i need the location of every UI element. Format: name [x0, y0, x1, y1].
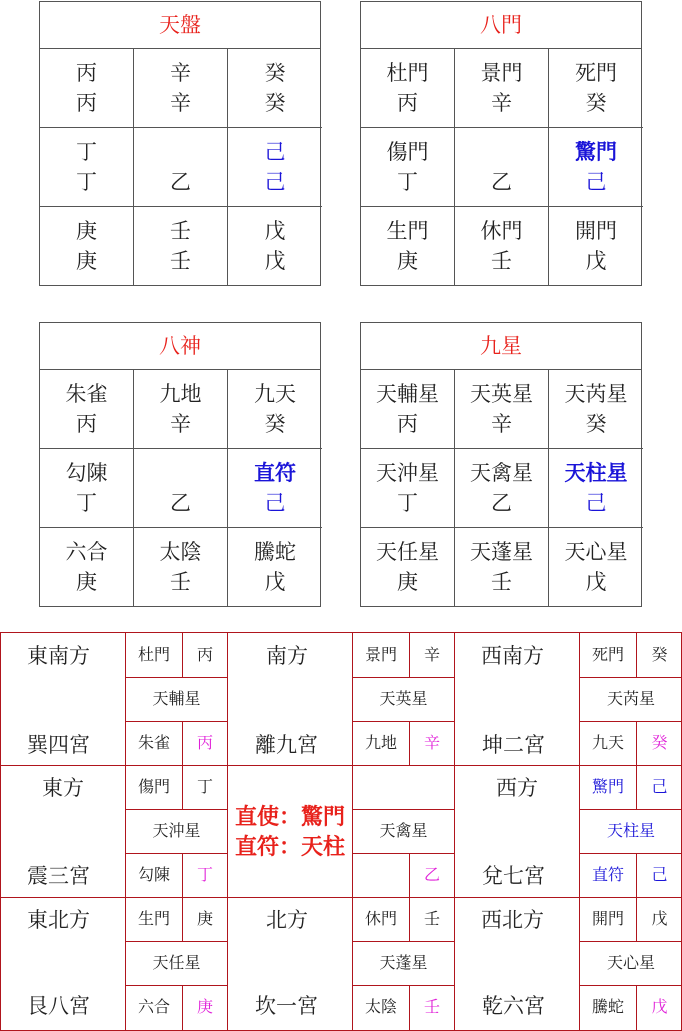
cell-bottom: 丙 — [397, 91, 418, 115]
bashen-cell-se — [40, 370, 134, 449]
cell-top: 壬 — [170, 219, 191, 243]
cell-top: 九天 — [254, 382, 296, 406]
bashen-cell-c — [134, 449, 228, 528]
bashen-cell-n — [134, 528, 228, 606]
cell-top: 騰蛇 — [254, 540, 296, 564]
bamen-cell-c — [455, 128, 549, 207]
star-n: 天蓬星 — [379, 953, 428, 972]
bashen-grid — [39, 322, 321, 607]
bamen-cell-w — [549, 128, 643, 207]
cell-top: 勾陳 — [65, 461, 108, 485]
cell-top: 直符 — [254, 460, 296, 485]
dir-sw: 西南方 — [481, 644, 544, 668]
cell-bottom: 壬 — [491, 570, 512, 594]
door-n: 休門 — [364, 909, 397, 928]
god-w: 直符 — [591, 865, 624, 884]
stem-top-sw: 癸 — [651, 645, 668, 664]
bamen-cell-s — [455, 49, 549, 128]
cell-top: 天英星 — [470, 382, 533, 406]
door-s: 景門 — [364, 645, 397, 664]
cell-top: 戊 — [264, 219, 286, 243]
cell-top: 天輔星 — [376, 382, 439, 406]
jiuxing-grid — [360, 322, 642, 607]
stem-top-e: 丁 — [196, 777, 213, 796]
star-ne: 天任星 — [152, 953, 201, 972]
stem-top-w: 己 — [651, 777, 668, 796]
bamen-cell-se — [361, 49, 455, 128]
bamen-cell-nw — [549, 207, 643, 285]
dir-w: 西方 — [496, 776, 538, 800]
tianpan-cell-nw — [228, 207, 322, 285]
tianpan-cell-e — [40, 128, 134, 207]
cell-top: 九地 — [159, 382, 202, 406]
cell-top: 天禽星 — [470, 461, 533, 485]
cell-bottom: 乙 — [170, 170, 191, 194]
god-n: 太陰 — [364, 997, 397, 1016]
tianpan-cell-n — [134, 207, 228, 285]
cell-bottom: 癸 — [264, 91, 286, 115]
palace-sw: 坤二宮 — [482, 733, 545, 757]
cell-top: 癸 — [264, 61, 286, 85]
cell-bottom: 戊 — [264, 570, 286, 594]
cell-bottom: 辛 — [170, 412, 191, 436]
bashen-cell-nw — [228, 528, 322, 606]
cell-bottom: 辛 — [491, 91, 512, 115]
stem-top-ne: 庚 — [196, 909, 213, 928]
cell-top: 天芮星 — [564, 382, 628, 406]
bashen-cell-e — [40, 449, 134, 528]
cell-bottom: 乙 — [491, 170, 512, 194]
god-ne: 六合 — [137, 997, 170, 1016]
dir-se: 東南方 — [27, 644, 90, 668]
stem-top-nw: 戊 — [651, 909, 668, 928]
cell-top: 生門 — [386, 219, 429, 243]
cell-bottom: 丙 — [397, 412, 418, 436]
door-w: 驚門 — [591, 777, 624, 796]
god-se: 朱雀 — [137, 733, 170, 752]
bashen-cell-s — [134, 370, 228, 449]
palace-s: 離九宮 — [255, 733, 318, 757]
star-c: 天禽星 — [379, 821, 428, 840]
zhifu-label: 直符：天柱 — [235, 834, 346, 860]
qimen-chart — [0, 632, 682, 1031]
stem-bot-nw: 戊 — [651, 997, 668, 1016]
cell-bottom: 庚 — [76, 249, 97, 273]
palace-ne: 艮八宮 — [27, 994, 90, 1018]
dir-e: 東方 — [42, 776, 84, 800]
cell-bottom: 己 — [585, 170, 607, 194]
bashen-title: 八神 — [40, 323, 320, 370]
dir-s: 南方 — [266, 644, 308, 668]
cell-bottom: 戊 — [585, 570, 607, 594]
zhishi-label: 直使：驚門 — [235, 804, 346, 830]
stem-bot-n: 壬 — [423, 997, 440, 1016]
cell-bottom: 己 — [264, 491, 286, 515]
stem-bot-se: 丙 — [196, 733, 213, 752]
cell-bottom: 辛 — [491, 412, 512, 436]
jiuxing-cell-n — [455, 528, 549, 606]
jiuxing-cell-c — [455, 449, 549, 528]
cell-bottom: 辛 — [170, 91, 191, 115]
bamen-cell-n — [455, 207, 549, 285]
god-e: 勾陳 — [137, 865, 170, 884]
god-s: 九地 — [364, 733, 397, 752]
cell-bottom: 丙 — [76, 412, 97, 436]
cell-top: 傷門 — [386, 140, 429, 164]
palace-w: 兌七宮 — [482, 864, 545, 888]
cell-bottom: 壬 — [170, 249, 191, 273]
dir-nw: 西北方 — [481, 908, 544, 932]
door-sw: 死門 — [591, 645, 624, 664]
stem-bot-sw: 癸 — [651, 733, 668, 752]
jiuxing-cell-s — [455, 370, 549, 449]
stem-bot-c: 乙 — [423, 865, 440, 884]
cell-top: 死門 — [575, 61, 617, 85]
tianpan-cell-c — [134, 128, 228, 207]
star-sw: 天芮星 — [606, 689, 655, 708]
cell-bottom: 戊 — [264, 249, 286, 273]
bamen-grid — [360, 1, 642, 286]
bashen-cell-w — [228, 449, 322, 528]
dir-n: 北方 — [266, 908, 308, 932]
jiuxing-cell-w — [549, 449, 643, 528]
cell-top: 驚門 — [575, 139, 617, 164]
tianpan-title: 天盤 — [40, 2, 320, 49]
cell-top: 天蓬星 — [470, 540, 533, 564]
cell-top: 六合 — [65, 540, 108, 564]
cell-bottom: 壬 — [170, 570, 191, 594]
dir-ne: 東北方 — [27, 908, 90, 932]
cell-bottom: 癸 — [264, 412, 286, 436]
cell-bottom: 丁 — [76, 491, 97, 515]
jiuxing-title: 九星 — [361, 323, 641, 370]
cell-bottom: 己 — [264, 170, 286, 194]
cell-bottom: 乙 — [491, 491, 512, 515]
cell-top: 天柱星 — [564, 460, 628, 485]
stem-bot-s: 辛 — [423, 733, 440, 752]
star-s: 天英星 — [379, 689, 428, 708]
bashen-cell-ne — [40, 528, 134, 606]
star-nw: 天心星 — [606, 953, 655, 972]
stem-top-s: 辛 — [423, 645, 440, 664]
star-e: 天沖星 — [152, 821, 201, 840]
cell-top: 休門 — [480, 219, 523, 243]
god-sw: 九天 — [591, 733, 624, 752]
tianpan-cell-ne — [40, 207, 134, 285]
door-nw: 開門 — [591, 909, 624, 928]
tianpan-cell-se — [40, 49, 134, 128]
bamen-cell-sw — [549, 49, 643, 128]
cell-bottom: 丙 — [76, 91, 97, 115]
cell-bottom: 丁 — [397, 491, 418, 515]
cell-bottom: 乙 — [170, 491, 191, 515]
cell-top: 丙 — [76, 61, 97, 85]
star-se: 天輔星 — [152, 689, 201, 708]
palace-e: 震三宮 — [27, 864, 90, 888]
stem-top-se: 丙 — [196, 645, 213, 664]
tianpan-grid — [39, 1, 321, 286]
cell-bottom: 己 — [585, 491, 607, 515]
god-nw: 騰蛇 — [591, 997, 624, 1016]
stem-bot-ne: 庚 — [196, 997, 213, 1016]
cell-top: 辛 — [170, 61, 191, 85]
cell-top: 杜門 — [386, 61, 429, 85]
door-ne: 生門 — [137, 909, 170, 928]
cell-bottom: 癸 — [585, 412, 607, 436]
cell-bottom: 庚 — [397, 570, 418, 594]
palace-n: 坎一宮 — [255, 994, 318, 1018]
jiuxing-cell-e — [361, 449, 455, 528]
cell-bottom: 戊 — [585, 249, 607, 273]
bamen-title: 八門 — [361, 2, 641, 49]
door-e: 傷門 — [137, 777, 170, 796]
stem-top-n: 壬 — [423, 909, 440, 928]
stem-bot-w: 己 — [651, 865, 668, 884]
cell-top: 天心星 — [564, 540, 628, 564]
bashen-cell-sw — [228, 370, 322, 449]
tianpan-cell-sw — [228, 49, 322, 128]
cell-bottom: 壬 — [491, 249, 512, 273]
cell-top: 己 — [264, 140, 286, 164]
cell-top: 開門 — [575, 219, 617, 243]
door-se: 杜門 — [137, 645, 170, 664]
cell-top: 天任星 — [376, 540, 439, 564]
cell-top: 朱雀 — [65, 382, 108, 406]
tianpan-cell-s — [134, 49, 228, 128]
cell-bottom: 庚 — [76, 570, 97, 594]
bamen-cell-e — [361, 128, 455, 207]
cell-top: 丁 — [76, 140, 97, 164]
jiuxing-cell-ne — [361, 528, 455, 606]
jiuxing-cell-se — [361, 370, 455, 449]
cell-top: 庚 — [76, 219, 97, 243]
jiuxing-cell-sw — [549, 370, 643, 449]
cell-bottom: 庚 — [397, 249, 418, 273]
cell-bottom: 丁 — [397, 170, 418, 194]
bamen-cell-ne — [361, 207, 455, 285]
cell-top: 景門 — [480, 61, 523, 85]
tianpan-cell-w — [228, 128, 322, 207]
stem-bot-e: 丁 — [196, 865, 213, 884]
cell-bottom: 丁 — [76, 170, 97, 194]
palace-se: 巽四宮 — [27, 733, 90, 757]
cell-top: 太陰 — [159, 540, 202, 564]
palace-nw: 乾六宮 — [482, 994, 545, 1018]
star-w: 天柱星 — [606, 821, 655, 840]
cell-bottom: 癸 — [585, 91, 607, 115]
jiuxing-cell-nw — [549, 528, 643, 606]
cell-top: 天沖星 — [376, 461, 439, 485]
